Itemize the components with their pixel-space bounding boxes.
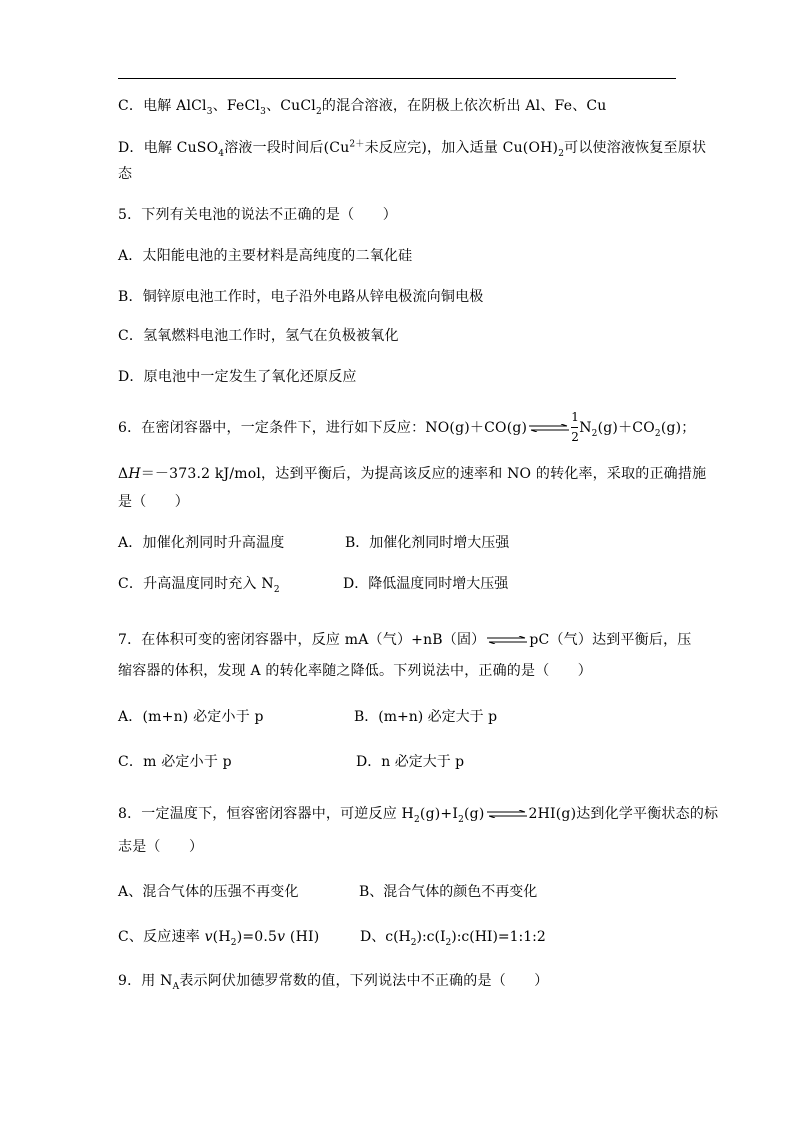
q7-option-d: D．n 必定大于 p — [356, 754, 465, 770]
equilibrium-arrow-icon — [527, 424, 571, 432]
q6-option-b: B．加催化剂同时增大压强 — [345, 535, 510, 551]
header-rule — [118, 78, 676, 79]
option-d-electrolysis: D．电解 CuSO$_4$溶液一段时间后($Cu^{2+}$未反应完)，加入适量 $Cu(OH)_2$可以使溶液恢复至原状 — [118, 139, 707, 159]
q7-option-b: B．(m+n) 必定大于 p — [354, 709, 498, 725]
equilibrium-arrow-icon — [485, 810, 529, 818]
q5-option-a: A．太阳能电池的主要材料是高纯度的二氧化硅 — [118, 248, 413, 264]
q5-option-d: D．原电池中一定发生了氧化还原反应 — [118, 369, 357, 385]
q8-option-a: A、混合气体的压强不再变化 — [118, 884, 299, 900]
q7-option-a: A．(m+n) 必定小于 p — [118, 709, 264, 725]
question-5: 5．下列有关电池的说法不正确的是（ ） — [118, 207, 397, 223]
q7-option-c: C．m 必定小于 p — [118, 754, 232, 770]
question-8: 8．一定温度下，恒容密闭容器中，可逆反应 $H_2(g)+I_2(g)$ 2HI(g)达到化学平衡状态的标 — [118, 806, 719, 825]
q6-option-a: A．加催化剂同时升高温度 — [118, 535, 285, 551]
q6-option-c: C．升高温度同时充入 $N_2$ — [118, 576, 280, 595]
q5-option-c: C．氢氧燃料电池工作时，氢气在负极被氧化 — [118, 328, 399, 344]
equilibrium-arrow-icon — [485, 636, 529, 644]
question-6-text: ΔH＝－373.2 kJ/mol，达到平衡后，为提高该反应的速率和 NO 的转化率，采取的正确措施 — [118, 466, 707, 482]
question-7: 7．在体积可变的密闭容器中，反应 mA（气）+nB（固） pC（气）达到平衡后，压 — [118, 632, 692, 648]
q8-option-d: D、$c(H_2):c(I_2):c(HI)=1:1:2$ — [360, 929, 546, 948]
q8-option-b: B、混合气体的颜色不再变化 — [359, 884, 538, 900]
question-6-reaction: 6．在密闭容器中，一定条件下，进行如下反应：NO(g)＋CO(g) $\frac{1}{2}$ $N_2(g)+CO_2(g)$； — [118, 410, 696, 444]
q8-option-c: C、反应速率 $v(H_2)=0.5v$ (HI) — [118, 929, 320, 948]
question-9: 9．用 $N_A$表示阿伏加德罗常数的值，下列说法中不正确的是（ ） — [118, 973, 549, 992]
q5-option-b: B．铜锌原电池工作时，电子沿外电路从锌电极流向铜电极 — [118, 289, 484, 305]
question-8-continued: 志是（ ） — [118, 839, 204, 855]
question-6-text-end: 是（ ） — [118, 494, 189, 510]
question-7-continued: 缩容器的体积，发现 A 的转化率随之降低。下列说法中，正确的是（ ） — [118, 663, 593, 679]
fraction-one-half: $\frac{1}{2}$ — [571, 410, 580, 444]
q6-option-d: D．降低温度同时增大压强 — [343, 576, 509, 592]
option-c-electrolysis: C．电解 AlCl$_3$、FeCl$_3$、CuCl$_2$的混合溶液，在阴极上依次析出 Al、Fe、Cu — [118, 98, 607, 117]
option-d-continued: 态 — [118, 166, 133, 182]
